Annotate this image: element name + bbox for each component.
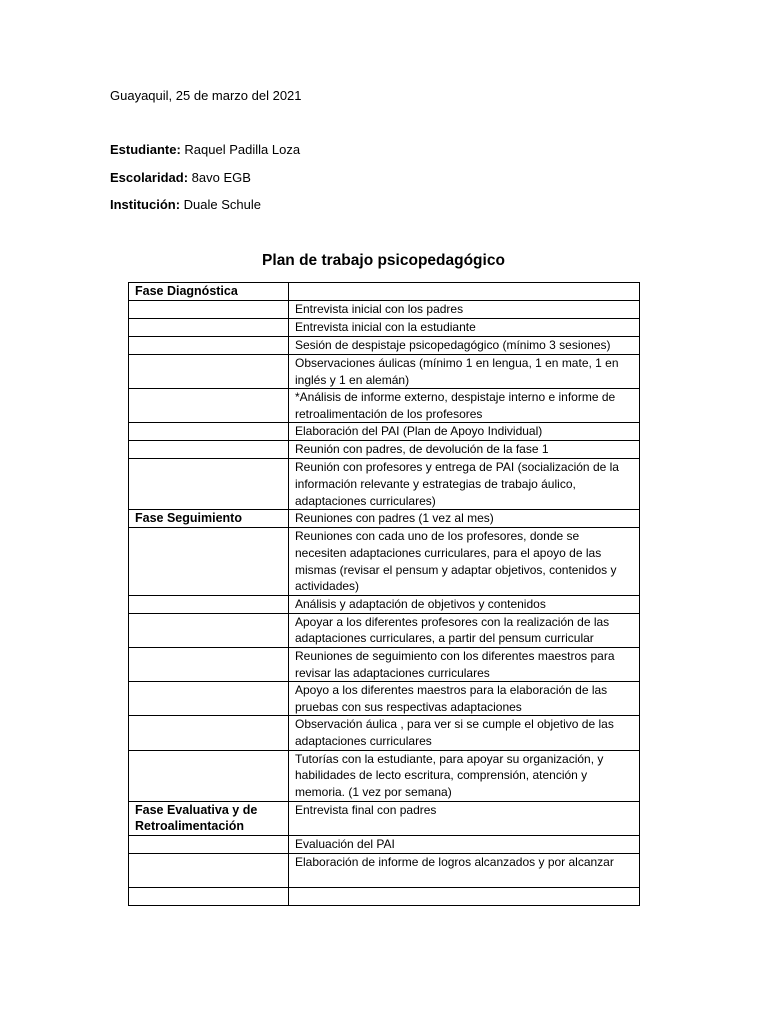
table-row <box>129 750 640 801</box>
activity-cell: Entrevista inicial con los padres <box>289 301 640 319</box>
activity-cell: Análisis y adaptación de objetivos y contenidos <box>289 595 640 613</box>
table-row <box>129 716 640 750</box>
phase-cell <box>129 528 289 595</box>
activity-cell: Sesión de despistaje psicopedagógico (mínimo 3 sesiones) <box>289 337 640 355</box>
phase-cell <box>129 595 289 613</box>
institution-value: Duale Schule <box>183 197 261 212</box>
phase-cell <box>129 887 289 905</box>
phase-cell <box>129 853 289 887</box>
activity-cell: Reuniones con padres (1 vez al mes) <box>289 510 640 528</box>
table-row <box>129 301 640 319</box>
phase-cell <box>129 423 289 441</box>
activity-cell: Observaciones áulicas (mínimo 1 en lengua, 1 en mate, 1 en inglés y 1 en alemán) <box>289 355 640 389</box>
table-row <box>129 595 640 613</box>
date-line: Guayaquil, 25 de marzo del 2021 <box>110 88 302 103</box>
phase-cell <box>129 835 289 853</box>
institution-line <box>110 197 261 213</box>
student-line <box>110 142 300 158</box>
phase-cell <box>129 389 289 423</box>
activity-cell: Observación áulica , para ver si se cumple el objetivo de las adaptaciones curriculares <box>289 716 640 750</box>
work-plan-table <box>128 282 640 906</box>
table-row <box>129 423 640 441</box>
table-row <box>129 355 640 389</box>
table-row <box>129 647 640 681</box>
phase-cell: Fase Seguimiento <box>129 510 289 528</box>
activity-cell <box>289 887 640 905</box>
table-row <box>129 801 640 835</box>
phase-cell: Fase Evaluativa y de Retroalimentación <box>129 801 289 835</box>
table-row <box>129 441 640 459</box>
phase-cell: Fase Diagnóstica <box>129 283 289 301</box>
activity-cell: Entrevista inicial con la estudiante <box>289 319 640 337</box>
table-row <box>129 835 640 853</box>
activity-cell: Entrevista final con padres <box>289 801 640 835</box>
table-row <box>129 613 640 647</box>
table-row <box>129 853 640 887</box>
phase-cell <box>129 355 289 389</box>
page-title: Plan de trabajo psicopedagógico <box>262 252 505 269</box>
phase-cell <box>129 441 289 459</box>
table-row <box>129 319 640 337</box>
activity-cell: Reuniones con cada uno de los profesores, donde se necesiten adaptaciones curriculares, para el apoyo de las mismas (revisar el pensum y adaptar objetivos, contenidos y actividades) <box>289 528 640 595</box>
table-row <box>129 337 640 355</box>
phase-cell <box>129 337 289 355</box>
activity-cell: Elaboración del PAI (Plan de Apoyo Individual) <box>289 423 640 441</box>
table-row <box>129 283 640 301</box>
phase-cell <box>129 301 289 319</box>
schooling-line <box>110 170 251 186</box>
schooling-label: Escolaridad: <box>110 170 189 185</box>
activity-cell: Reuniones de seguimiento con los diferentes maestros para revisar las adaptaciones curriculares <box>289 647 640 681</box>
phase-cell <box>129 647 289 681</box>
table-row <box>129 389 640 423</box>
table-row <box>129 528 640 595</box>
activity-cell: *Análisis de informe externo, despistaje interno e informe de retroalimentación de los profesores <box>289 389 640 423</box>
activity-cell: Reunión con padres, de devolución de la fase 1 <box>289 441 640 459</box>
activity-cell <box>289 283 640 301</box>
student-value: Raquel Padilla Loza <box>184 142 301 157</box>
activity-cell: Tutorías con la estudiante, para apoyar su organización, y habilidades de lecto escritura, comprensión, atención y memoria. (1 vez por semana) <box>289 750 640 801</box>
phase-cell <box>129 716 289 750</box>
activity-cell: Reunión con profesores y entrega de PAI (socialización de la información relevante y estrategias de trabajo áulico, adaptaciones curriculares) <box>289 459 640 510</box>
schooling-value: 8avo EGB <box>191 170 251 185</box>
student-label: Estudiante: <box>110 142 181 157</box>
table-row <box>129 510 640 528</box>
activity-cell: Evaluación del PAI <box>289 835 640 853</box>
activity-cell: Elaboración de informe de logros alcanzados y por alcanzar <box>289 853 640 887</box>
phase-cell <box>129 682 289 716</box>
activity-cell: Apoyo a los diferentes maestros para la elaboración de las pruebas con sus respectivas adaptaciones <box>289 682 640 716</box>
phase-cell <box>129 750 289 801</box>
activity-cell: Apoyar a los diferentes profesores con la realización de las adaptaciones curriculares, a partir del pensum curricular <box>289 613 640 647</box>
phase-cell <box>129 319 289 337</box>
phase-cell <box>129 459 289 510</box>
table-row <box>129 682 640 716</box>
table-row <box>129 887 640 905</box>
table-row <box>129 459 640 510</box>
institution-label: Institución: <box>110 197 181 212</box>
phase-cell <box>129 613 289 647</box>
